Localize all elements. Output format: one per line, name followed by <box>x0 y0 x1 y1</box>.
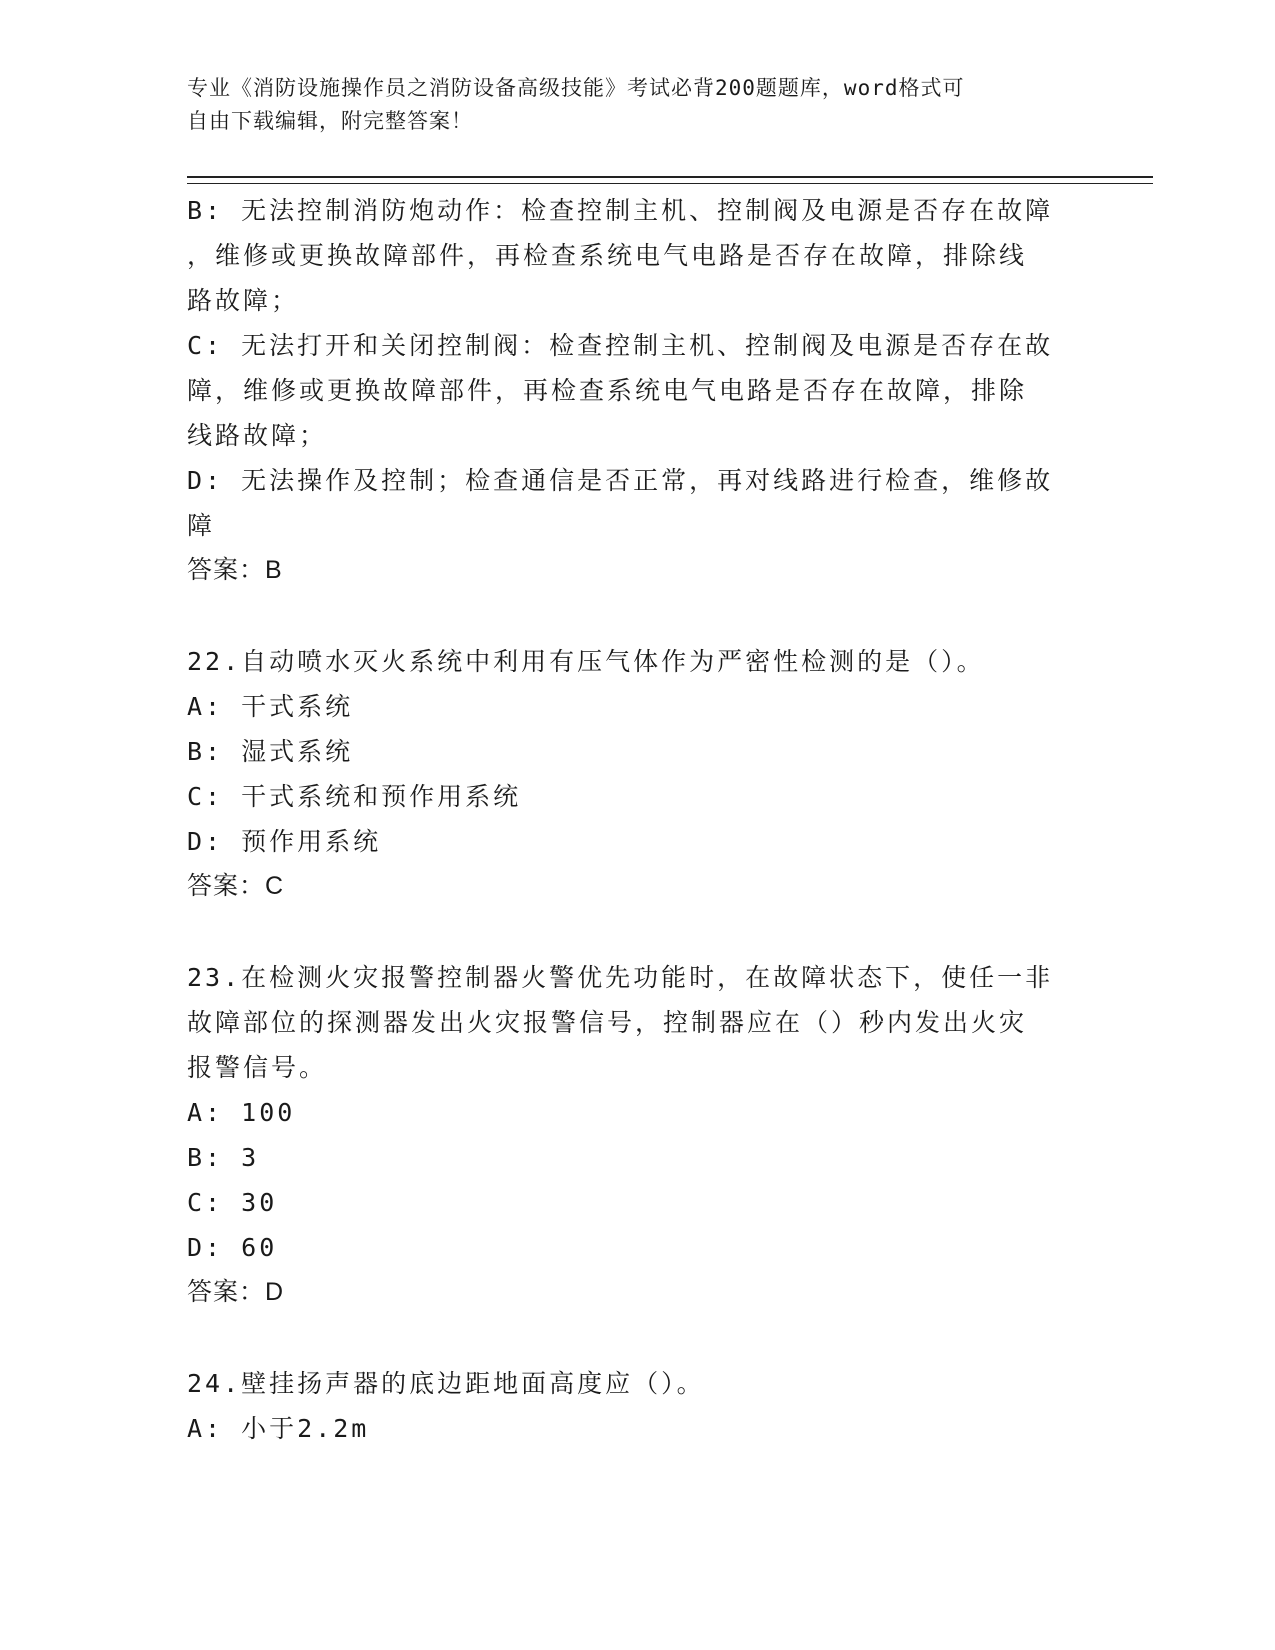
header-rule-thin <box>187 183 1153 184</box>
header-line-1: 专业《消防设施操作员之消防设备高级技能》考试必背200题题库，word格式可 <box>187 76 965 100</box>
option-c-line-3: 线路故障； <box>187 421 328 450</box>
option-c-line-1: C: 无法打开和关闭控制阀：检查控制主机、控制阀及电源是否存在故 <box>187 331 1054 360</box>
option-d: D: 60 <box>187 1233 278 1262</box>
option-b-line-3: 路故障； <box>187 286 300 315</box>
question-22-text: 22.自动喷水灭火系统中利用有压气体作为严密性检测的是（）。 <box>187 647 985 676</box>
question-21-options <box>187 188 1067 593</box>
option-d-line-2: 障 <box>187 511 216 540</box>
option-a: A: 小于2.2m <box>187 1414 370 1443</box>
option-c: C: 30 <box>187 1188 278 1217</box>
header-rule-thick <box>187 176 1153 178</box>
answer-21: 答案：B <box>187 556 283 584</box>
option-d-line-1: D: 无法操作及控制；检查通信是否正常，再对线路进行检查，维修故 <box>187 466 1054 495</box>
question-23-line-3: 报警信号。 <box>187 1053 328 1082</box>
document-header <box>187 72 1067 138</box>
question-24 <box>187 1361 1067 1451</box>
option-c: C: 干式系统和预作用系统 <box>187 782 522 811</box>
option-b-line-1: B: 无法控制消防炮动作：检查控制主机、控制阀及电源是否存在故障 <box>187 196 1054 225</box>
option-a: A: 干式系统 <box>187 692 354 721</box>
question-23-line-1: 23.在检测火灾报警控制器火警优先功能时，在故障状态下，使任一非 <box>187 963 1054 992</box>
question-23 <box>187 955 1067 1315</box>
answer-23: 答案：D <box>187 1278 285 1306</box>
option-c-line-2: 障，维修或更换故障部件，再检查系统电气电路是否存在故障，排除 <box>187 376 1028 405</box>
question-24-text: 24.壁挂扬声器的底边距地面高度应（）。 <box>187 1369 705 1398</box>
document-body <box>187 188 1067 1451</box>
header-line-2: 自由下载编辑，附完整答案！ <box>187 109 473 133</box>
answer-22: 答案：C <box>187 872 285 900</box>
question-22 <box>187 639 1067 909</box>
option-d: D: 预作用系统 <box>187 827 382 856</box>
option-a: A: 100 <box>187 1098 296 1127</box>
question-23-line-2: 故障部位的探测器发出火灾报警信号，控制器应在（）秒内发出火灾 <box>187 1008 1028 1037</box>
option-b: B: 湿式系统 <box>187 737 354 766</box>
option-b: B: 3 <box>187 1143 260 1172</box>
option-b-line-2: ，维修或更换故障部件，再检查系统电气电路是否存在故障，排除线 <box>187 241 1028 270</box>
